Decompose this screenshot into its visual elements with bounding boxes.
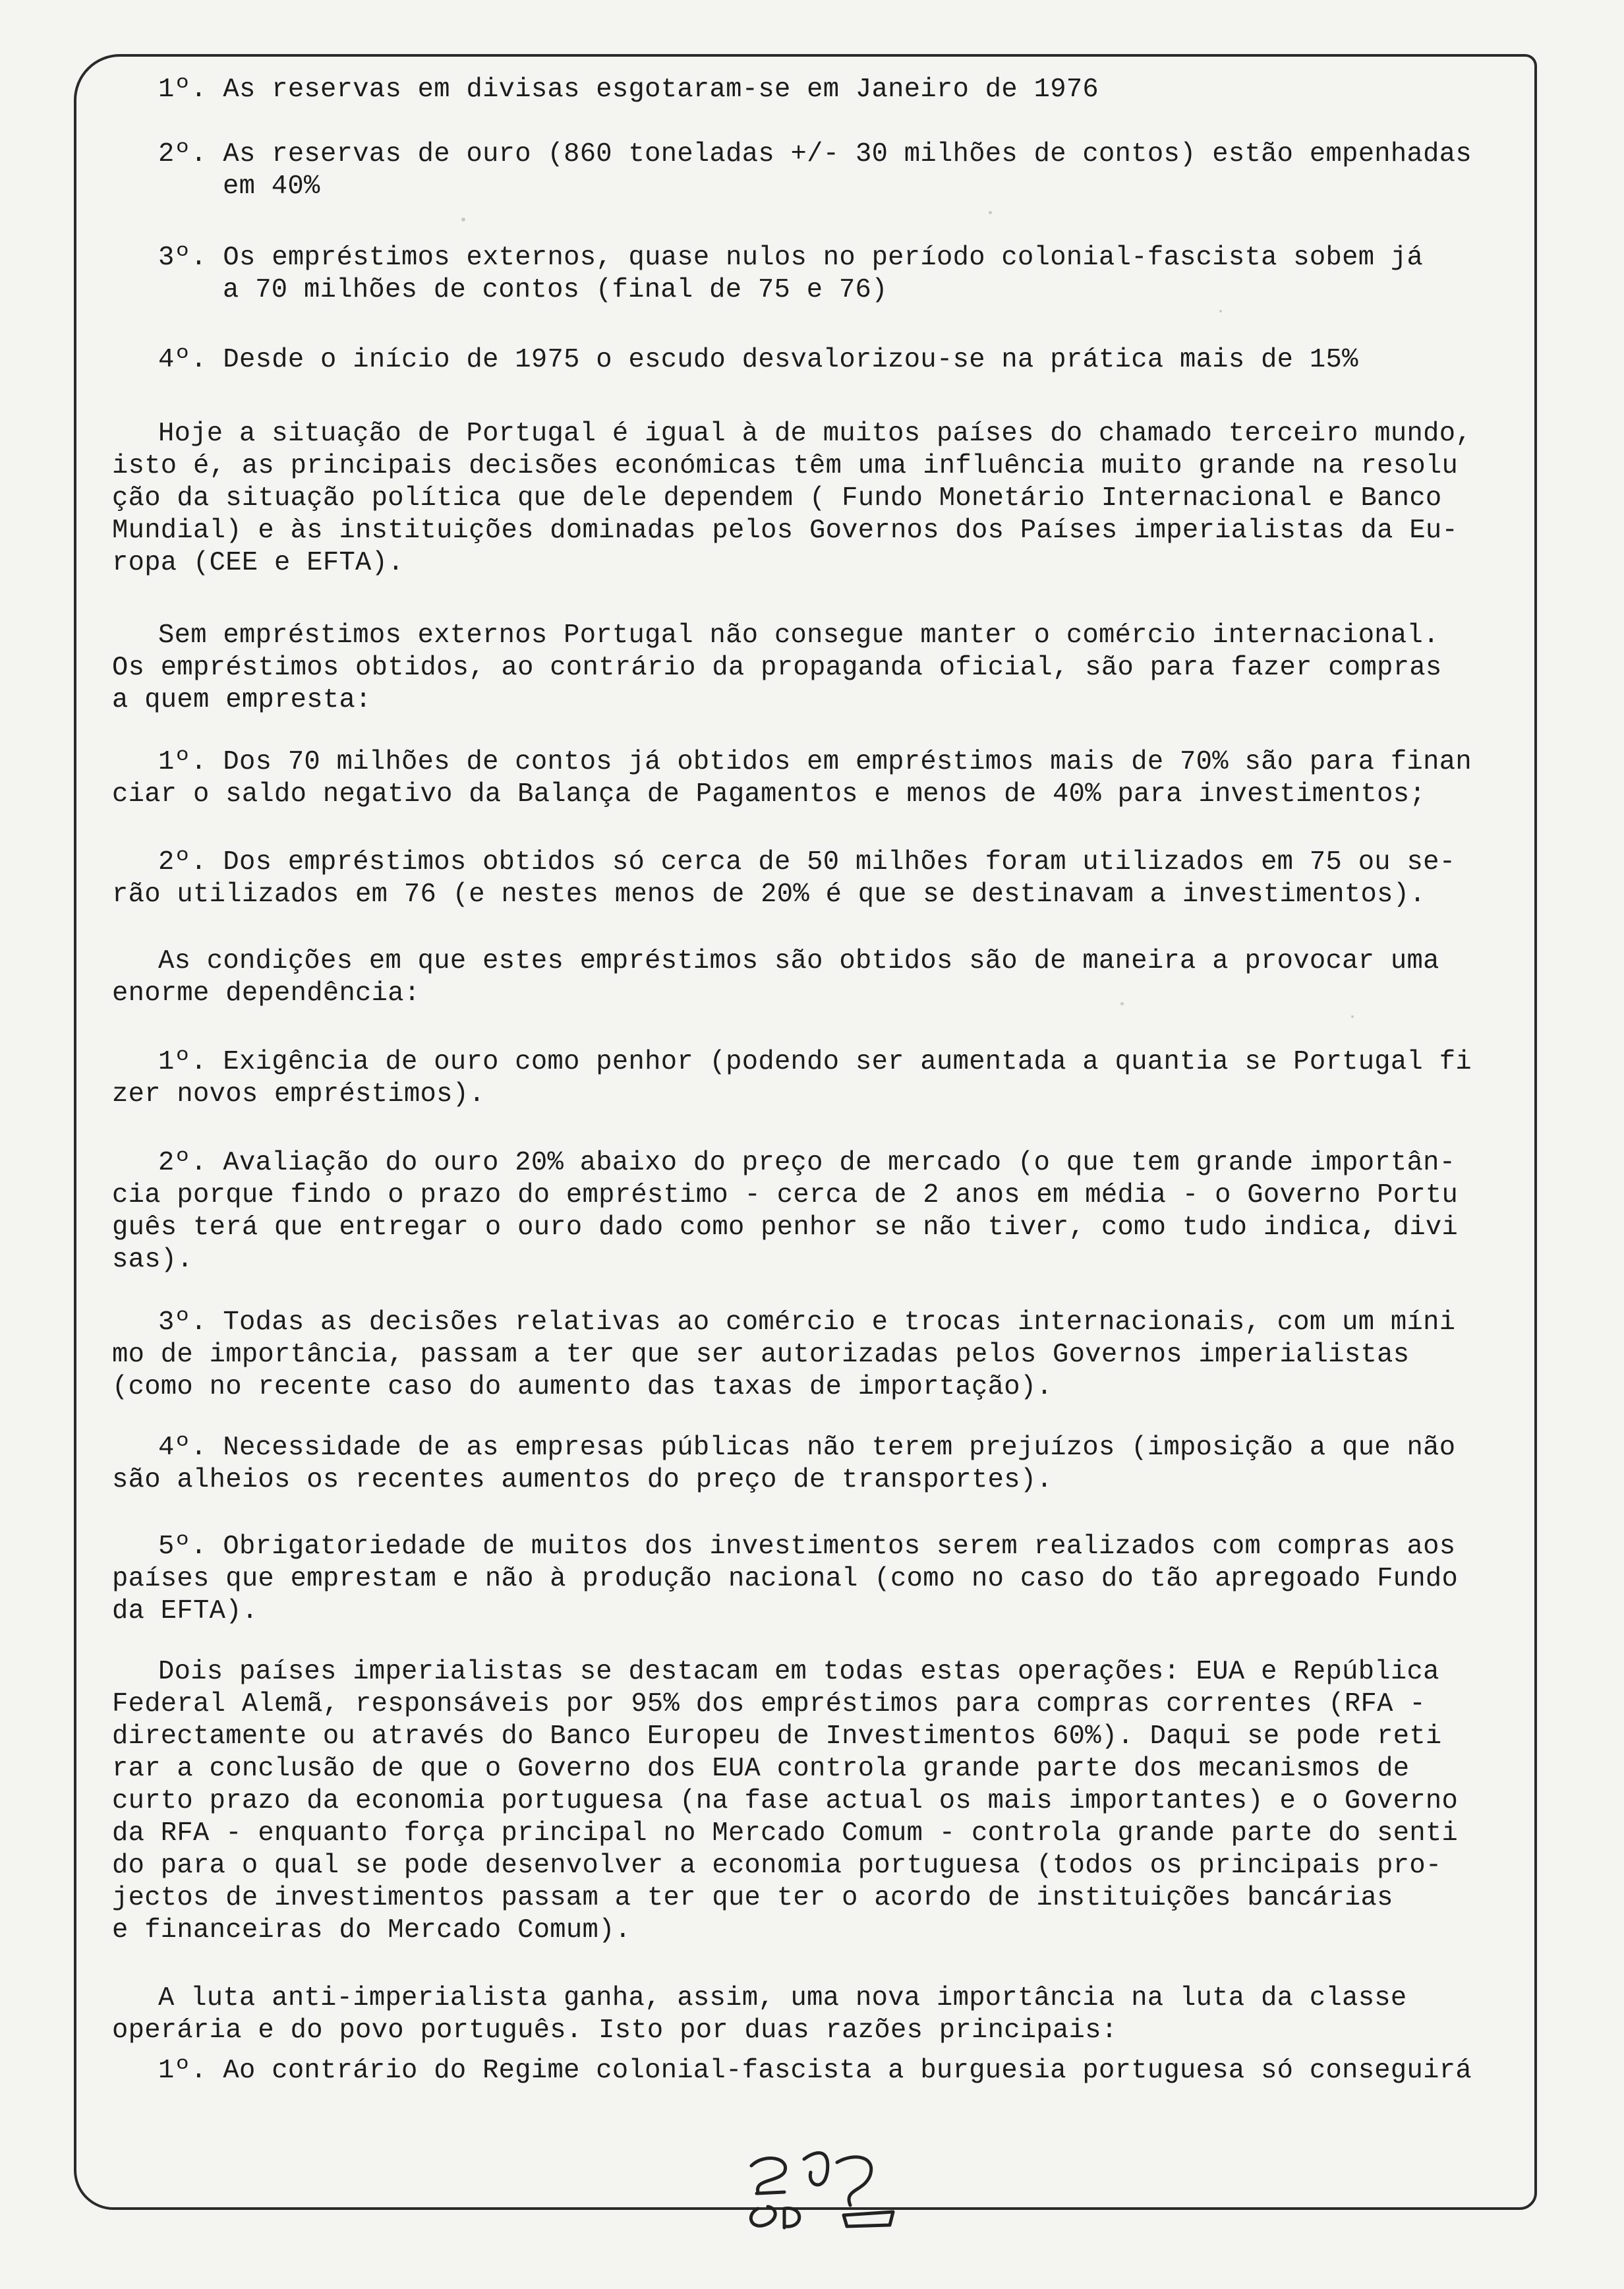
text-line: 3º. Os empréstimos externos, quase nulos no período colonial-fascista sobem já	[158, 243, 1424, 273]
text-line: em 40%	[223, 171, 320, 202]
paragraph-situacao-portugal	[112, 418, 1472, 580]
text-line: (como no recente caso do aumento das taxas de importação).	[112, 1372, 1053, 1402]
paragraph-paises-imperialistas	[112, 1656, 1458, 1947]
item-reserves-gold	[158, 138, 1472, 203]
text-line: da EFTA).	[112, 1596, 258, 1626]
text-line: mo de importância, passam a ter que ser autorizadas pelos Governos imperialistas	[112, 1340, 1410, 1370]
text-line: 2º. As reservas de ouro (860 toneladas +/- 30 milhões de contos) estão empenhadas	[158, 139, 1472, 169]
item-decisoes-comercio	[112, 1307, 1455, 1404]
item-exigencia-ouro	[112, 1046, 1472, 1111]
text-line: Federal Alemã, responsáveis por 95% dos empréstimos para compras correntes (RFA -	[112, 1689, 1426, 1719]
text-line: da RFA - enquanto força principal no Mercado Comum - controla grande parte do senti	[112, 1818, 1459, 1849]
scan-speck	[1351, 1015, 1354, 1018]
text-line: guês terá que entregar o ouro dado como penhor se não tiver, como tudo indica, divi	[112, 1212, 1459, 1243]
text-line: 4º. Desde o início de 1975 o escudo desvalorizou-se na prática mais de 15%	[158, 345, 1358, 375]
text-line: Hoje a situação de Portugal é igual à de muitos países do chamado terceiro mundo,	[158, 419, 1472, 449]
text-line: 5º. Obrigatoriedade de muitos dos investimentos serem realizados com compras aos	[158, 1531, 1456, 1562]
handwritten-mark-icon	[738, 2146, 910, 2232]
item-avaliacao-ouro	[112, 1147, 1458, 1276]
text-line: 3º. Todas as decisões relativas ao comércio e trocas internacionais, com um míni	[158, 1307, 1456, 1338]
text-line: Mundial) e às instituições dominadas pelos Governos dos Países imperialistas da Eu-	[112, 516, 1459, 546]
item-50-milhoes	[112, 847, 1455, 911]
text-line: 1º. Dos 70 milhões de contos já obtidos em empréstimos mais de 70% são para finan	[158, 747, 1472, 777]
text-line: a quem empresta:	[112, 685, 372, 715]
text-line: países que emprestam e não à produção nacional (como no caso do tão apregoado Fundo	[112, 1564, 1459, 1594]
paragraph-luta-anti-imperialista	[112, 1982, 1407, 2047]
text-line: A luta anti-imperialista ganha, assim, uma nova importância na luta da classe	[158, 1983, 1407, 2013]
item-escudo-devaluation	[158, 344, 1358, 376]
text-line: ção da situação política que dele dependem ( Fundo Monetário Internacional e Banco	[112, 483, 1442, 514]
item-reserves-divisas	[158, 74, 1099, 106]
text-line: rar a conclusão de que o Governo dos EUA controla grande parte dos mecanismos de	[112, 1754, 1410, 1784]
text-line: Dois países imperialistas se destacam em todas estas operações: EUA e República	[158, 1657, 1439, 1687]
text-line: 2º. Avaliação do ouro 20% abaixo do preço de mercado (o que tem grande importân-	[158, 1148, 1456, 1178]
item-regime-colonial	[112, 2055, 1472, 2087]
text-line: enorme dependência:	[112, 978, 420, 1009]
text-line: Sem empréstimos externos Portugal não consegue manter o comércio internacional.	[158, 620, 1439, 651]
scan-speck	[989, 211, 992, 214]
text-line: e financeiras do Mercado Comum).	[112, 1915, 631, 1946]
text-line: jectos de investimentos passam a ter que ter o acordo de instituições bancárias	[112, 1883, 1393, 1913]
item-empresas-publicas	[112, 1432, 1455, 1497]
text-line: 1º. Ao contrário do Regime colonial-fascista a burguesia portuguesa só conseguirá	[158, 2056, 1472, 2086]
item-obrigatoriedade	[112, 1531, 1458, 1628]
text-line: Os empréstimos obtidos, ao contrário da propaganda oficial, são para fazer compras	[112, 653, 1442, 683]
text-line: cia porque findo o prazo do empréstimo - cerca de 2 anos em média - o Governo Portu	[112, 1180, 1459, 1210]
text-line: são alheios os recentes aumentos do preço de transportes).	[112, 1465, 1053, 1495]
text-line: 1º. Exigência de ouro como penhor (podendo ser aumentada a quantia se Portugal fi	[158, 1047, 1472, 1077]
text-line: a 70 milhões de contos (final de 75 e 76)	[223, 275, 888, 305]
scan-speck	[1120, 1002, 1124, 1005]
scan-speck	[1219, 310, 1222, 312]
item-external-loans	[158, 242, 1423, 307]
text-line: 4º. Necessidade de as empresas públicas não terem prejuízos (imposição a que não	[158, 1433, 1456, 1463]
paragraph-condicoes	[112, 945, 1439, 1010]
text-line: do para o qual se pode desenvolver a economia portuguesa (todos os principais pro-	[112, 1851, 1442, 1881]
text-line: operária e do povo português. Isto por duas razões principais:	[112, 2015, 1118, 2046]
paragraph-sem-emprestimos	[112, 620, 1442, 717]
text-line: 1º. As reservas em divisas esgotaram-se em Janeiro de 1976	[158, 74, 1099, 105]
text-line: zer novos empréstimos).	[112, 1079, 485, 1110]
scan-speck	[461, 218, 465, 222]
text-line: isto é, as principais decisões económicas têm uma influência muito grande na resolu	[112, 451, 1459, 481]
text-line: directamente ou através do Banco Europeu de Investimentos 60%). Daqui se pode reti	[112, 1721, 1442, 1752]
text-line: ropa (CEE e EFTA).	[112, 548, 404, 578]
text-line: As condições em que estes empréstimos são obtidos são de maneira a provocar uma	[158, 946, 1439, 976]
text-line: ciar o saldo negativo da Balança de Pagamentos e menos de 40% para investimentos;	[112, 779, 1426, 810]
text-line: sas).	[112, 1245, 194, 1275]
text-line: 2º. Dos empréstimos obtidos só cerca de 50 milhões foram utilizados em 75 ou se-	[158, 847, 1456, 877]
text-line: rão utilizados em 76 (e nestes menos de 20% é que se destinavam a investimentos).	[112, 879, 1426, 910]
item-70-milhoes	[112, 746, 1472, 811]
text-line: curto prazo da economia portuguesa (na fase actual os mais importantes) e o Governo	[112, 1786, 1459, 1816]
